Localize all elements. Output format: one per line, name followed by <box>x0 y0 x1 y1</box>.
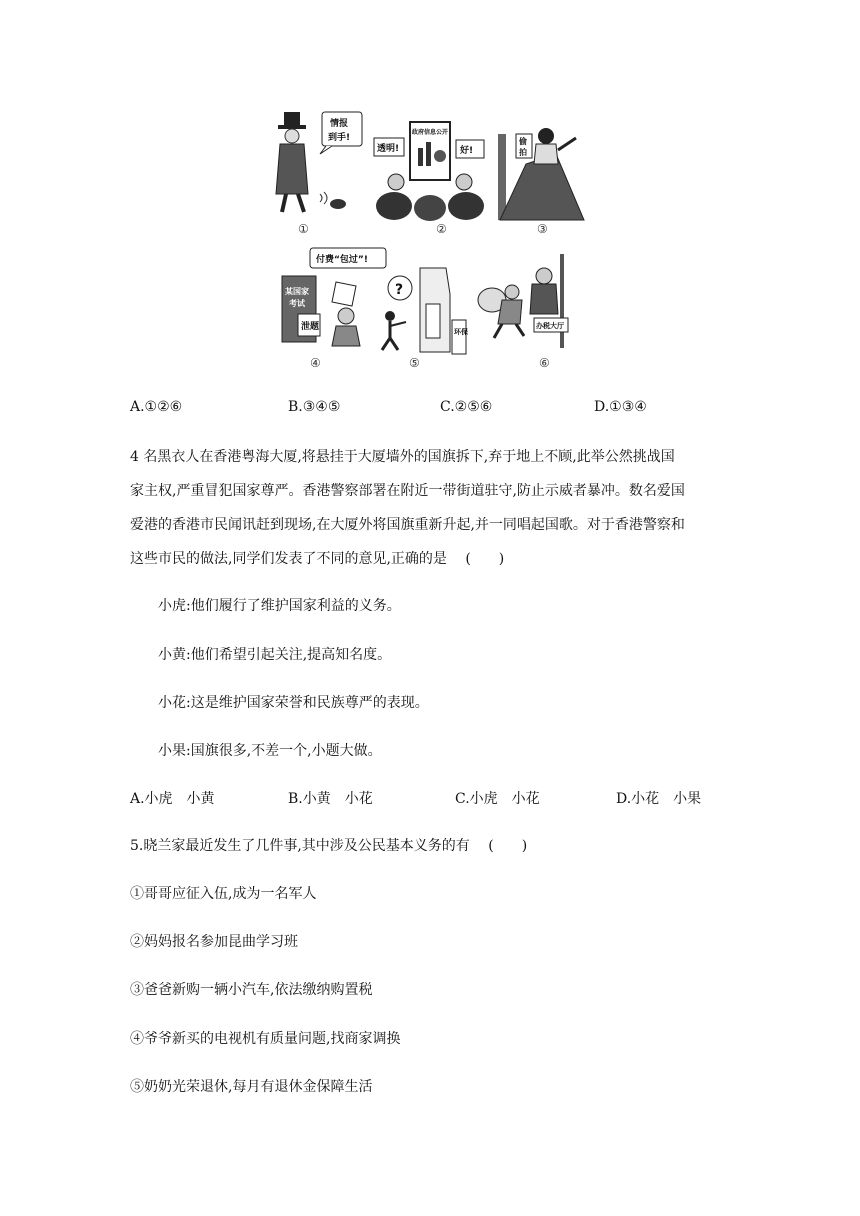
panel-4-bubble: 付费“包过”! <box>316 255 368 265</box>
q4-stem-line-1: 4 名黑衣人在香港粤海大厦,将悬挂于大厦墙外的国旗拆下,弃于地上不顾,此举公然挑战国 <box>130 449 675 465</box>
panel-5-number: ⑤ <box>409 356 420 370</box>
cartoon-panel-6 <box>472 248 582 350</box>
panel-3-bubble-line-1: 偷 <box>519 137 527 146</box>
panel-2-board-text: 政府信息公开 <box>412 129 449 136</box>
panel-4-bag-label: 泄题 <box>301 322 320 332</box>
q5-item-3: ③爸爸新购一辆小汽车,依法缴纳购置税 <box>130 982 373 998</box>
panel-4-number: ④ <box>310 356 321 370</box>
q4-opinion-4: 小果:国旗很多,不差一个,小题大做。 <box>158 743 382 759</box>
q5-item-1: ①哥哥应征入伍,成为一名军人 <box>130 886 317 902</box>
q5-item-4: ④爷爷新买的电视机有质量问题,找商家调换 <box>130 1031 401 1047</box>
panel-5-label: 环保 <box>454 328 468 336</box>
q4-option-c: C.小虎 小花 <box>455 791 540 807</box>
q3-option-a: A.①②⑥ <box>130 399 183 415</box>
q3-option-d: D.①③④ <box>594 399 647 415</box>
q5-item-5: ⑤奶奶光荣退休,每月有退休金保障生活 <box>130 1079 373 1095</box>
q4-stem-line-2: 家主权,严重冒犯国家尊严。香港警察部署在附近一带街道驻守,防止示威者暴冲。数名爱国 <box>130 483 685 499</box>
q3-option-b: B.③④⑤ <box>288 399 341 415</box>
q4-option-a: A.小虎 小黄 <box>130 791 215 807</box>
q3-option-c: C.②⑤⑥ <box>440 399 493 415</box>
q5-item-2: ②妈妈报名参加昆曲学习班 <box>130 934 298 950</box>
panel-1-bubble-line-2: 到手! <box>328 133 351 143</box>
cartoon-panel-1 <box>272 108 372 220</box>
panel-5-bubble: ? <box>395 282 404 298</box>
panel-1-bubble-line-1: 情报 <box>330 119 349 129</box>
cartoon-panel-4 <box>276 246 388 354</box>
panel-2-number: ② <box>436 222 447 236</box>
panel-1-number: ① <box>298 222 309 236</box>
cartoon-panel-2 <box>372 118 488 222</box>
panel-2-bubble-right: 好! <box>460 146 474 156</box>
q4-opinion-3: 小花:这是维护国家荣誉和民族尊严的表现。 <box>158 695 429 711</box>
panel-6-sign: 办税大厅 <box>536 322 564 330</box>
q4-stem-line-4: 这些市民的做法,同学们发表了不同的意见,正确的是 ( ) <box>130 551 505 567</box>
panel-4-sign-line-1: 某国家 <box>285 287 309 296</box>
panel-4-sign-line-2: 考试 <box>289 299 305 308</box>
panel-3-number: ③ <box>537 222 548 236</box>
q4-opinion-2: 小黄:他们希望引起关注,提高知名度。 <box>158 647 392 663</box>
q4-opinion-1: 小虎:他们履行了维护国家利益的义务。 <box>158 598 401 614</box>
panel-3-bubble-line-2: 拍 <box>519 148 527 157</box>
q5-stem: 5.晓兰家最近发生了几件事,其中涉及公民基本义务的有 ( ) <box>130 838 528 854</box>
q4-option-b: B.小黄 小花 <box>288 791 373 807</box>
panel-2-bubble-left: 透明! <box>377 144 400 154</box>
cartoon-panel-3 <box>496 124 588 224</box>
q4-stem-line-3: 爱港的香港市民闻讯赶到现场,在大厦外将国旗重新升起,并一同唱起国歌。对于香港警察和 <box>130 517 685 533</box>
q4-option-d: D.小花 小果 <box>616 791 702 807</box>
cartoon-panel-5 <box>376 264 472 358</box>
panel-6-number: ⑥ <box>539 356 550 370</box>
